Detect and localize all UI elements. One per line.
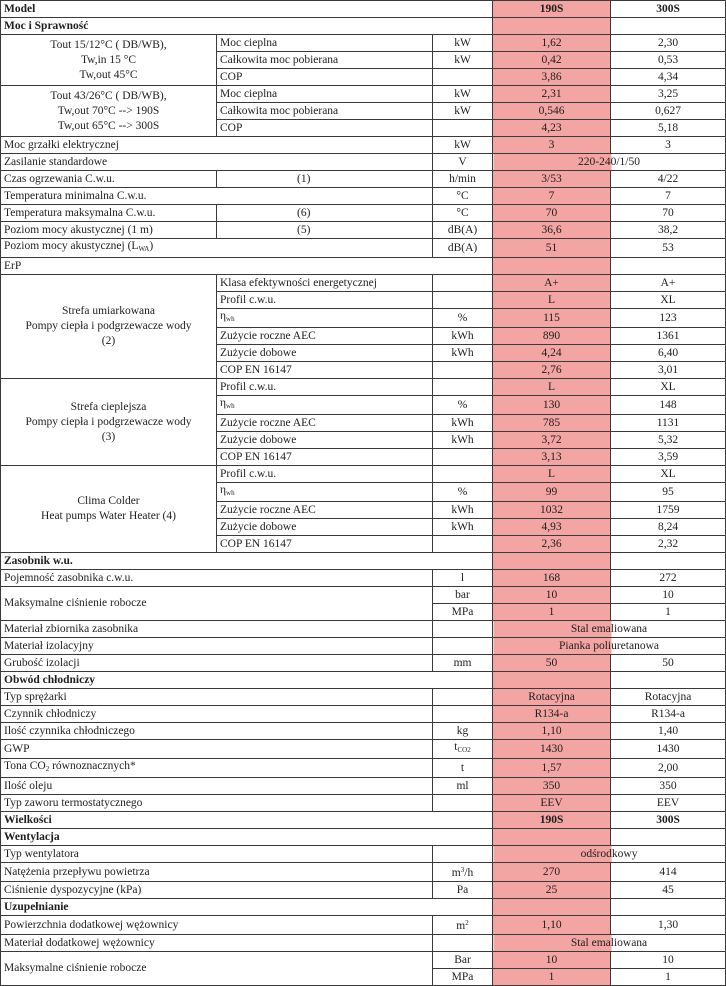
value-190s: 350 (493, 778, 611, 795)
value-300s: 95 (611, 483, 726, 502)
value-300s: 38,2 (611, 222, 726, 239)
param-name: Całkowita moc pobierana (217, 103, 433, 120)
value-190s: 115 (493, 309, 611, 328)
param-name: Klasa efektywności energetycznej (217, 275, 433, 292)
column-header-190s: 190S (493, 1, 611, 18)
value-300s: 53 (611, 239, 726, 258)
climate-zone-label: Strefa cieplejsza Pompy ciepła i podgrzewacze wody (3) (1, 379, 217, 466)
value-190s: 50 (493, 655, 611, 672)
param-name: Czynnik chłodniczy (1, 706, 433, 723)
value-both: Pianka poliuretanowa (493, 638, 726, 655)
section-title: Obwód chłodniczy (1, 672, 493, 689)
value-both: 220-240/1/50 (493, 154, 726, 171)
param-name: Zużycie roczne AEC (217, 328, 433, 345)
param-name: $\eta_{wh}$ (217, 396, 433, 415)
param-name: Zasilanie standardowe (1, 154, 433, 171)
value-both: Stal emaliowana (493, 621, 726, 638)
param-name: Temperatura minimalna C.w.u. (1, 188, 433, 205)
value-190s: 1 (493, 604, 611, 621)
param-name: Zużycie dobowe (217, 345, 433, 362)
condition-label: Tout 15/12°C ( DB/WB), Tw,in 15 °C Tw,out 45°C (1, 35, 217, 86)
value-190s: 3/53 (493, 171, 611, 188)
param-name: Materiał izolacyjny (1, 638, 433, 655)
unit: $m^3/h$ (433, 863, 493, 882)
value-190s: 1,62 (493, 35, 611, 52)
section-title: Uzupełnianie (1, 899, 493, 916)
value-190s: 130 (493, 396, 611, 415)
section-header (1, 553, 726, 570)
value-190s: L (493, 379, 611, 396)
param-name: Tona $CO_2$ równoznacznych* (1, 759, 433, 778)
value-300s: 350 (611, 778, 726, 795)
value-190s: Rotacyjna (493, 689, 611, 706)
unit: kW (433, 103, 493, 120)
unit: h/min (433, 171, 493, 188)
param-name: Zużycie roczne AEC (217, 415, 433, 432)
value-190s: 51 (493, 239, 611, 258)
param-name: COP EN 16147 (217, 362, 433, 379)
unit: ml (433, 778, 493, 795)
value-190s: 3 (493, 137, 611, 154)
value-300s: 1,40 (611, 723, 726, 740)
value-300s: XL (611, 466, 726, 483)
param-name: COP EN 16147 (217, 536, 433, 553)
value-300s: 1131 (611, 415, 726, 432)
table-row (1, 35, 726, 52)
unit: l (433, 570, 493, 587)
unit: kWh (433, 345, 493, 362)
column-header-300s: 300S (611, 1, 726, 18)
unit: MPa (433, 604, 493, 621)
table-row (1, 570, 726, 587)
value-300s: 7 (611, 188, 726, 205)
model-label: Model (1, 1, 493, 18)
value-190s: L (493, 292, 611, 309)
value-190s: 168 (493, 570, 611, 587)
value-190s: 4,23 (493, 120, 611, 137)
table-row (1, 171, 726, 188)
table-row (1, 86, 726, 103)
section-header (1, 899, 726, 916)
value-300s: 8,24 (611, 519, 726, 536)
section-title: Wielkości (1, 812, 493, 829)
value-300s: 4/22 (611, 171, 726, 188)
unit: V (433, 154, 493, 171)
table-row (1, 239, 726, 258)
value-300s: 123 (611, 309, 726, 328)
value-300s: 3,25 (611, 86, 726, 103)
value-300s: A+ (611, 275, 726, 292)
table-row (1, 222, 726, 239)
value-300s: 1430 (611, 740, 726, 759)
section-header (1, 672, 726, 689)
value-190s: 1,10 (493, 723, 611, 740)
value-190s: 2,76 (493, 362, 611, 379)
table-row (1, 778, 726, 795)
table-row (1, 587, 726, 604)
unit: dB(A) (433, 222, 493, 239)
value-190s: R134-a (493, 706, 611, 723)
value-300s: 3,59 (611, 449, 726, 466)
value-300s: 4,34 (611, 69, 726, 86)
unit: MPa (433, 969, 493, 986)
value-190s: 3,86 (493, 69, 611, 86)
unit: kWh (433, 432, 493, 449)
value-190s: 1032 (493, 502, 611, 519)
param-name: COP EN 16147 (217, 449, 433, 466)
value-300s: 0,627 (611, 103, 726, 120)
value-300s: 3,01 (611, 362, 726, 379)
table-row (1, 638, 726, 655)
value-190s: 2,31 (493, 86, 611, 103)
value-190s: 1430 (493, 740, 611, 759)
value-300s: 0,53 (611, 52, 726, 69)
value-190s: 7 (493, 188, 611, 205)
unit: $m^2$ (433, 916, 493, 935)
value-300s: 10 (611, 587, 726, 604)
param-name: Poziom mocy akustycznej (1 m) (1, 222, 217, 239)
param-name: Czas ogrzewania C.w.u. (1, 171, 217, 188)
value-300s: 414 (611, 863, 726, 882)
param-name: Materiał zbiornika zasobnika (1, 621, 433, 638)
unit: °C (433, 188, 493, 205)
table-row (1, 935, 726, 952)
footnote-ref: (6) (217, 205, 433, 222)
value-190s: 4,93 (493, 519, 611, 536)
param-name: Moc cieplna (217, 35, 433, 52)
column-header-300s: 300S (611, 812, 726, 829)
value-300s: 6,40 (611, 345, 726, 362)
unit: dB(A) (433, 239, 493, 258)
unit: kWh (433, 502, 493, 519)
value-190s: 10 (493, 952, 611, 969)
unit: $t_{CO2}$ (433, 740, 493, 759)
value-both: Stal emaliowana (493, 935, 726, 952)
table-row (1, 379, 726, 396)
value-300s: XL (611, 379, 726, 396)
value-300s: 1,30 (611, 916, 726, 935)
table-row (1, 706, 726, 723)
value-190s: 1,10 (493, 916, 611, 935)
param-name: $\eta_{wh}$ (217, 483, 433, 502)
value-190s: 1 (493, 969, 611, 986)
param-name: Pojemność zasobnika c.w.u. (1, 570, 433, 587)
section-header (1, 812, 726, 829)
value-190s: L (493, 466, 611, 483)
param-name: Zużycie dobowe (217, 519, 433, 536)
param-name: Typ zaworu termostatycznego (1, 795, 433, 812)
table-row (1, 740, 726, 759)
value-190s: 36,6 (493, 222, 611, 239)
section-title: Wentylacja (1, 829, 493, 846)
param-name: Typ sprężarki (1, 689, 433, 706)
column-header-190s: 190S (493, 812, 611, 829)
value-190s: 1,57 (493, 759, 611, 778)
section-title: Moc i Sprawność (1, 18, 493, 35)
value-300s: XL (611, 292, 726, 309)
value-190s: EEV (493, 795, 611, 812)
table-row (1, 137, 726, 154)
value-300s: 272 (611, 570, 726, 587)
value-190s: 0,42 (493, 52, 611, 69)
unit: kWh (433, 328, 493, 345)
header-row (1, 1, 726, 18)
table-row (1, 466, 726, 483)
value-300s: 5,18 (611, 120, 726, 137)
value-190s: 3,72 (493, 432, 611, 449)
table-row (1, 759, 726, 778)
param-name: Powierzchnia dodatkowej wężownicy (1, 916, 433, 935)
value-300s: 45 (611, 882, 726, 899)
param-name: Typ wentylatora (1, 846, 433, 863)
unit: % (433, 483, 493, 502)
value-300s: 10 (611, 952, 726, 969)
param-name: Zużycie dobowe (217, 432, 433, 449)
param-name: Ilość oleju (1, 778, 433, 795)
param-name: Poziom mocy akustycznej $(L_{WA})$ (1, 239, 433, 258)
value-190s: 99 (493, 483, 611, 502)
table-row (1, 795, 726, 812)
table-row (1, 916, 726, 935)
value-300s: R134-a (611, 706, 726, 723)
param-name: Grubość izolacji (1, 655, 433, 672)
footnote-ref: (1) (217, 171, 433, 188)
table-row (1, 205, 726, 222)
section-header (1, 829, 726, 846)
table-row (1, 275, 726, 292)
unit: °C (433, 205, 493, 222)
param-name: Zużycie roczne AEC (217, 502, 433, 519)
value-190s: A+ (493, 275, 611, 292)
unit: kWh (433, 519, 493, 536)
value-300s: 1361 (611, 328, 726, 345)
value-190s: 10 (493, 587, 611, 604)
value-300s: 1 (611, 969, 726, 986)
value-300s: 2,00 (611, 759, 726, 778)
table-row (1, 621, 726, 638)
table-row (1, 188, 726, 205)
param-name: Natężenia przepływu powietrza (1, 863, 433, 882)
unit: Bar (433, 952, 493, 969)
param-name: Profil c.w.u. (217, 379, 433, 396)
section-title: ErP (1, 258, 493, 275)
climate-zone-label: Clima Colder Heat pumps Water Heater (4) (1, 466, 217, 553)
param-name: COP (217, 69, 433, 86)
unit: % (433, 309, 493, 328)
param-name: Profil c.w.u. (217, 466, 433, 483)
table-row (1, 655, 726, 672)
param-name: Temperatura maksymalna C.w.u. (1, 205, 217, 222)
value-300s: 1 (611, 604, 726, 621)
climate-zone-label: Strefa umiarkowana Pompy ciepła i podgrzewacze wody (2) (1, 275, 217, 379)
param-name: Całkowita moc pobierana (217, 52, 433, 69)
value-300s: 3 (611, 137, 726, 154)
value-190s: 4,24 (493, 345, 611, 362)
footnote-ref: (5) (217, 222, 433, 239)
param-name: Materiał dodatkowej wężownicy (1, 935, 433, 952)
param-name: GWP (1, 740, 433, 759)
value-190s: 270 (493, 863, 611, 882)
condition-label: Tout 43/26°C ( DB/WB), Tw,out 70°C --> 190S Tw,out 65°C --> 300S (1, 86, 217, 137)
table-row (1, 882, 726, 899)
value-300s: 2,32 (611, 536, 726, 553)
table-row (1, 689, 726, 706)
value-both: odśrodkowy (493, 846, 726, 863)
unit: bar (433, 587, 493, 604)
value-300s: EEV (611, 795, 726, 812)
unit: % (433, 396, 493, 415)
value-190s: 785 (493, 415, 611, 432)
section-header (1, 258, 726, 275)
value-190s: 3,13 (493, 449, 611, 466)
unit: kW (433, 137, 493, 154)
value-300s: 70 (611, 205, 726, 222)
param-name: Profil c.w.u. (217, 292, 433, 309)
section-header (1, 18, 726, 35)
value-190s: 25 (493, 882, 611, 899)
value-190s: 2,36 (493, 536, 611, 553)
unit: kW (433, 52, 493, 69)
value-190s: 0,546 (493, 103, 611, 120)
value-190s: 890 (493, 328, 611, 345)
table-row (1, 154, 726, 171)
table-row (1, 952, 726, 969)
param-name: $\eta_{wh}$ (217, 309, 433, 328)
unit: kW (433, 35, 493, 52)
param-name: Maksymalne ciśnienie robocze (1, 587, 433, 621)
unit: kg (433, 723, 493, 740)
unit: mm (433, 655, 493, 672)
table-row (1, 846, 726, 863)
value-300s: 50 (611, 655, 726, 672)
unit: Pa (433, 882, 493, 899)
param-name: Ilość czynnika chłodniczego (1, 723, 433, 740)
value-300s: 1759 (611, 502, 726, 519)
value-190s: 70 (493, 205, 611, 222)
value-300s: Rotacyjna (611, 689, 726, 706)
param-name: Maksymalne ciśnienie robocze (1, 952, 433, 986)
unit: kW (433, 86, 493, 103)
unit: t (433, 759, 493, 778)
table-row (1, 863, 726, 882)
unit: kWh (433, 415, 493, 432)
param-name: Moc grzałki elektrycznej (1, 137, 433, 154)
table-row (1, 723, 726, 740)
param-name: COP (217, 120, 433, 137)
param-name: Moc cieplna (217, 86, 433, 103)
value-300s: 2,30 (611, 35, 726, 52)
param-name: Ciśnienie dyspozycyjne (kPa) (1, 882, 433, 899)
section-title: Zasobnik w.u. (1, 553, 493, 570)
value-300s: 148 (611, 396, 726, 415)
value-300s: 5,32 (611, 432, 726, 449)
